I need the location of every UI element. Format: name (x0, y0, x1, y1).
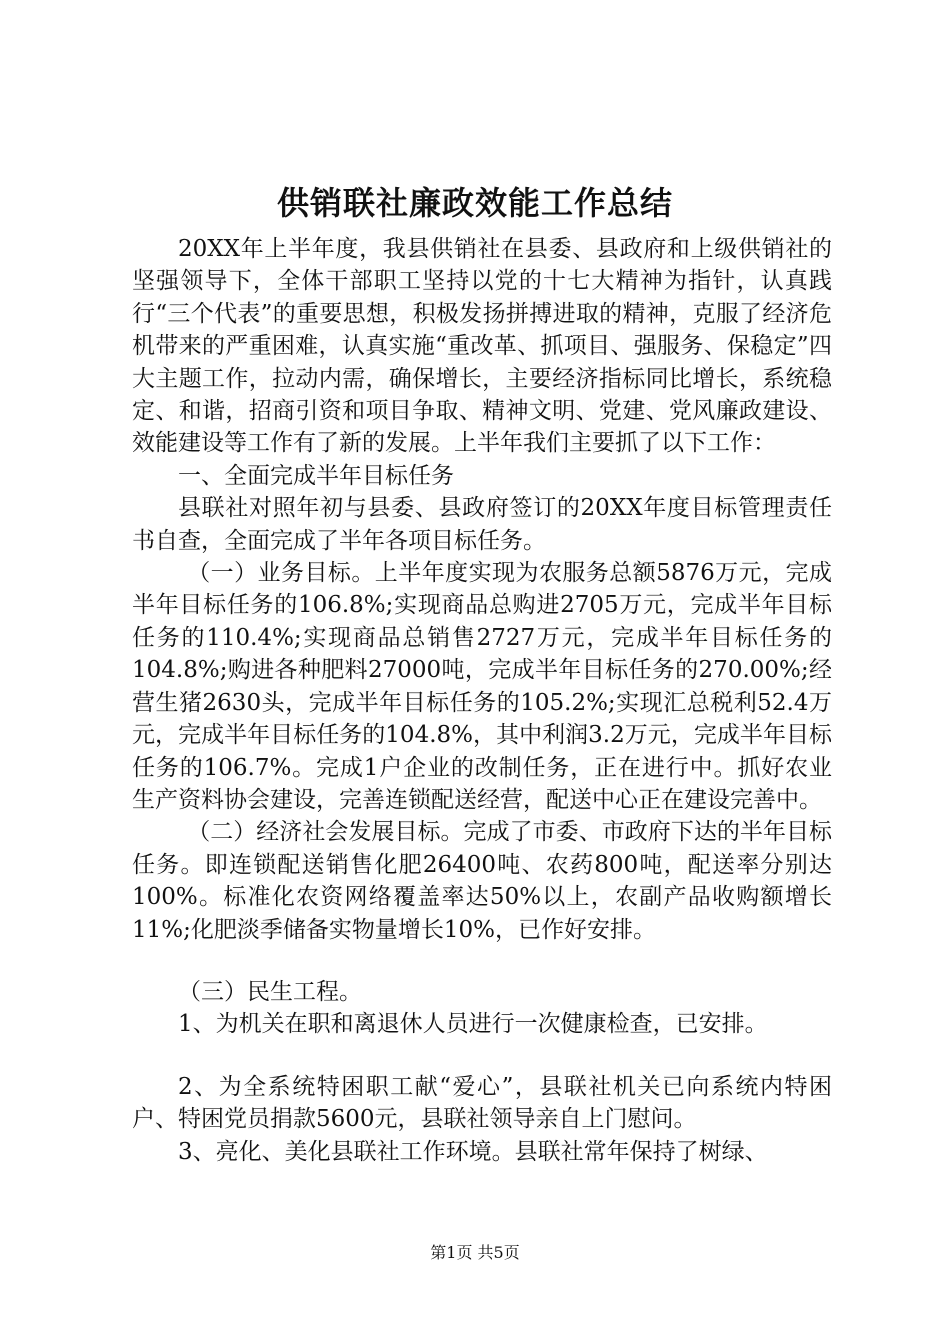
subheading-livelihood: （三）民生工程。 (178, 978, 362, 1005)
paragraph-self-check: 县联社对照年初与县委、县政府签订的20XX年度目标管理责任书自查，全面完成了半年各项目标任务。 (132, 495, 832, 554)
list-item-donation: 2、为全系统特困职工献“爱心”，县联社机关已向系统内特困户、特困党员捐款5600元，县联社领导亲自上门慰问。 (132, 1073, 832, 1133)
page-footer: 第1页 共5页 (430, 1243, 520, 1262)
list-item-environment: 3、亮化、美化县联社工作环境。县联社常年保持了树绿、 (178, 1138, 768, 1165)
list-item-health-check: 1、为机关在职和离退休人员进行一次健康检查，已安排。 (178, 1011, 768, 1038)
document-title: 供销联社廉政效能工作总结 (276, 184, 673, 222)
paragraph-business-goals: （一）业务目标。上半年度实现为农服务总额5876万元，完成半年目标任务的106.8%;实现商品总购进2705万元，完成半年目标任务的110.4%;实现商品总销售2727万元，完成半年目标任务的104.8%;购进各种肥料27000吨，完成半年目标任务的270.00%;经营生猪2630头，完成半年目标任务的105.2%;实现汇总税利52.4万元，完成半年目标任务的104.8%，其中利润3.2万元，完成半年目标任务的106.7%。完成1户企业的改制任务，正在进行中。抓好农业生产资料协会建设，完善连锁配送经营，配送中心正在建设完善中。 (132, 560, 832, 813)
document-body (132, 233, 832, 1168)
paragraph-social-goals: （二）经济社会发展目标。完成了市委、市政府下达的半年目标任务。即连锁配送销售化肥26400吨、农药800吨，配送率分别达100%。标准化农资网络覆盖率达50%以上，农副产品收购额增长11%;化肥淡季储备实物量增长10%，已作好安排。 (132, 819, 832, 943)
section-heading-1: 一、全面完成半年目标任务 (178, 462, 454, 489)
paragraph-intro: 20XX年上半年度，我县供销社在县委、县政府和上级供销社的坚强领导下，全体干部职工坚持以党的十七大精神为指针，认真践行“三个代表”的重要思想，积极发扬拼搏进取的精神，克服了经济危机带来的严重困难，认真实施“重改革、抓项目、强服务、保稳定”四大主题工作，拉动内需，确保增长，主要经济指标同比增长，系统稳定、和谐，招商引资和项目争取、精神文明、党建、党风廉政建设、效能建设等工作有了新的发展。上半年我们主要抓了以下工作： (132, 236, 832, 457)
